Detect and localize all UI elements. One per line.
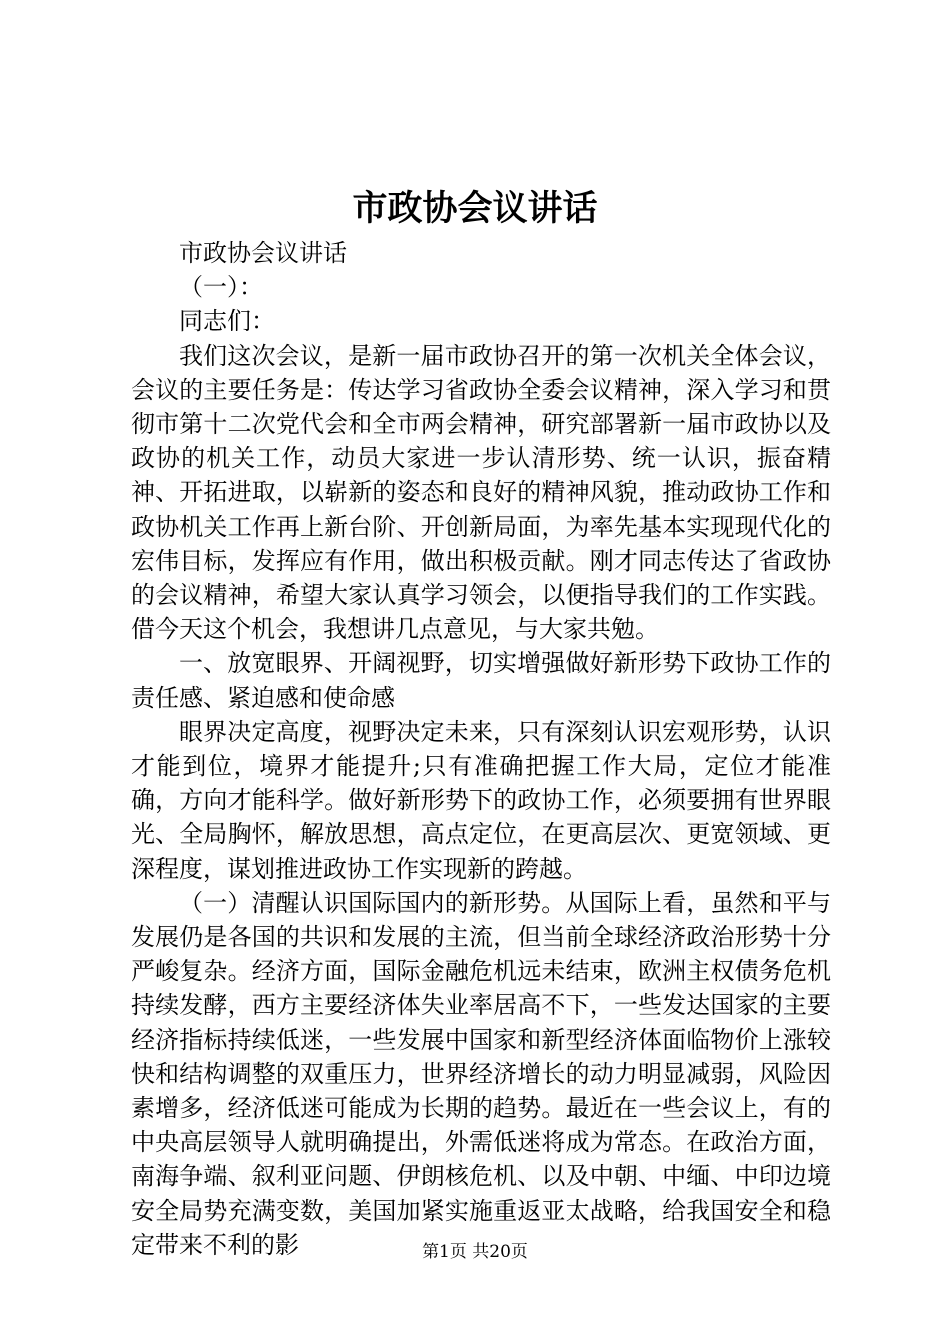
- body-paragraph: 我们这次会议，是新一届市政协召开的第一次机关全体会议，会议的主要任务是：传达学习省政协全委会议精神，深入学习和贯彻市第十二次党代会和全市两会精神，研究部署新一届市政协以及政协的机关工作，动员大家进一步认清形势、统一认识，振奋精神、开拓进取，以崭新的姿态和良好的精神风貌，推动政协工作和政协机关工作再上新台阶、开创新局面，为率先基本实现现代化的宏伟目标，发挥应有作用，做出积极贡献。刚才同志传达了省政协的会议精神，希望大家认真学习领会，以便指导我们的工作实践。借今天这个机会，我想讲几点意见，与大家共勉。: [131, 341, 831, 644]
- salutation-paragraph: 同志们：: [179, 307, 275, 336]
- body-paragraph: （一）清醒认识国际国内的新形势。从国际上看，虽然和平与发展仍是各国的共识和发展的主流，但当前全球经济政治形势十分严峻复杂。经济方面，国际金融危机远未结束，欧洲主权债务危机持续发酵，西方主要经济体失业率居高不下，一些发达国家的主要经济指标持续低迷，一些发展中国家和新型经济体面临物价上涨较快和结构调整的双重压力，世界经济增长的动力明显减弱，风险因素增多，经济低迷可能成为长期的趋势。最近在一些会议上，有的中央高层领导人就明确提出，外需低迷将成为常态。在政治方面，南海争端、叙利亚问题、伊朗核危机、以及中朝、中缅、中印边境安全局势充满变数，美国加紧实施重返亚太战略，给我国安全和稳定带来不利的影: [131, 888, 831, 1259]
- section-marker-paragraph: （一）：: [179, 273, 263, 302]
- document-body: [131, 236, 831, 1262]
- subtitle-paragraph: 市政协会议讲话: [179, 239, 347, 267]
- page-footer: 第1页 共20页: [422, 1242, 528, 1262]
- heading-paragraph: 一、放宽眼界、开阔视野，切实增强做好新形势下政协工作的责任感、紧迫感和使命感: [131, 649, 831, 712]
- document-title: 市政协会议讲话: [352, 188, 598, 229]
- body-paragraph: 眼界决定高度，视野决定未来，只有深刻认识宏观形势，认识才能到位，境界才能提升;只有准确把握工作大局，定位才能准确，方向才能科学。做好新形势下的政协工作，必须要拥有世界眼光、全局胸怀，解放思想，高点定位，在更高层次、更宽领域、更深程度，谋划推进政协工作实现新的跨越。: [131, 717, 831, 883]
